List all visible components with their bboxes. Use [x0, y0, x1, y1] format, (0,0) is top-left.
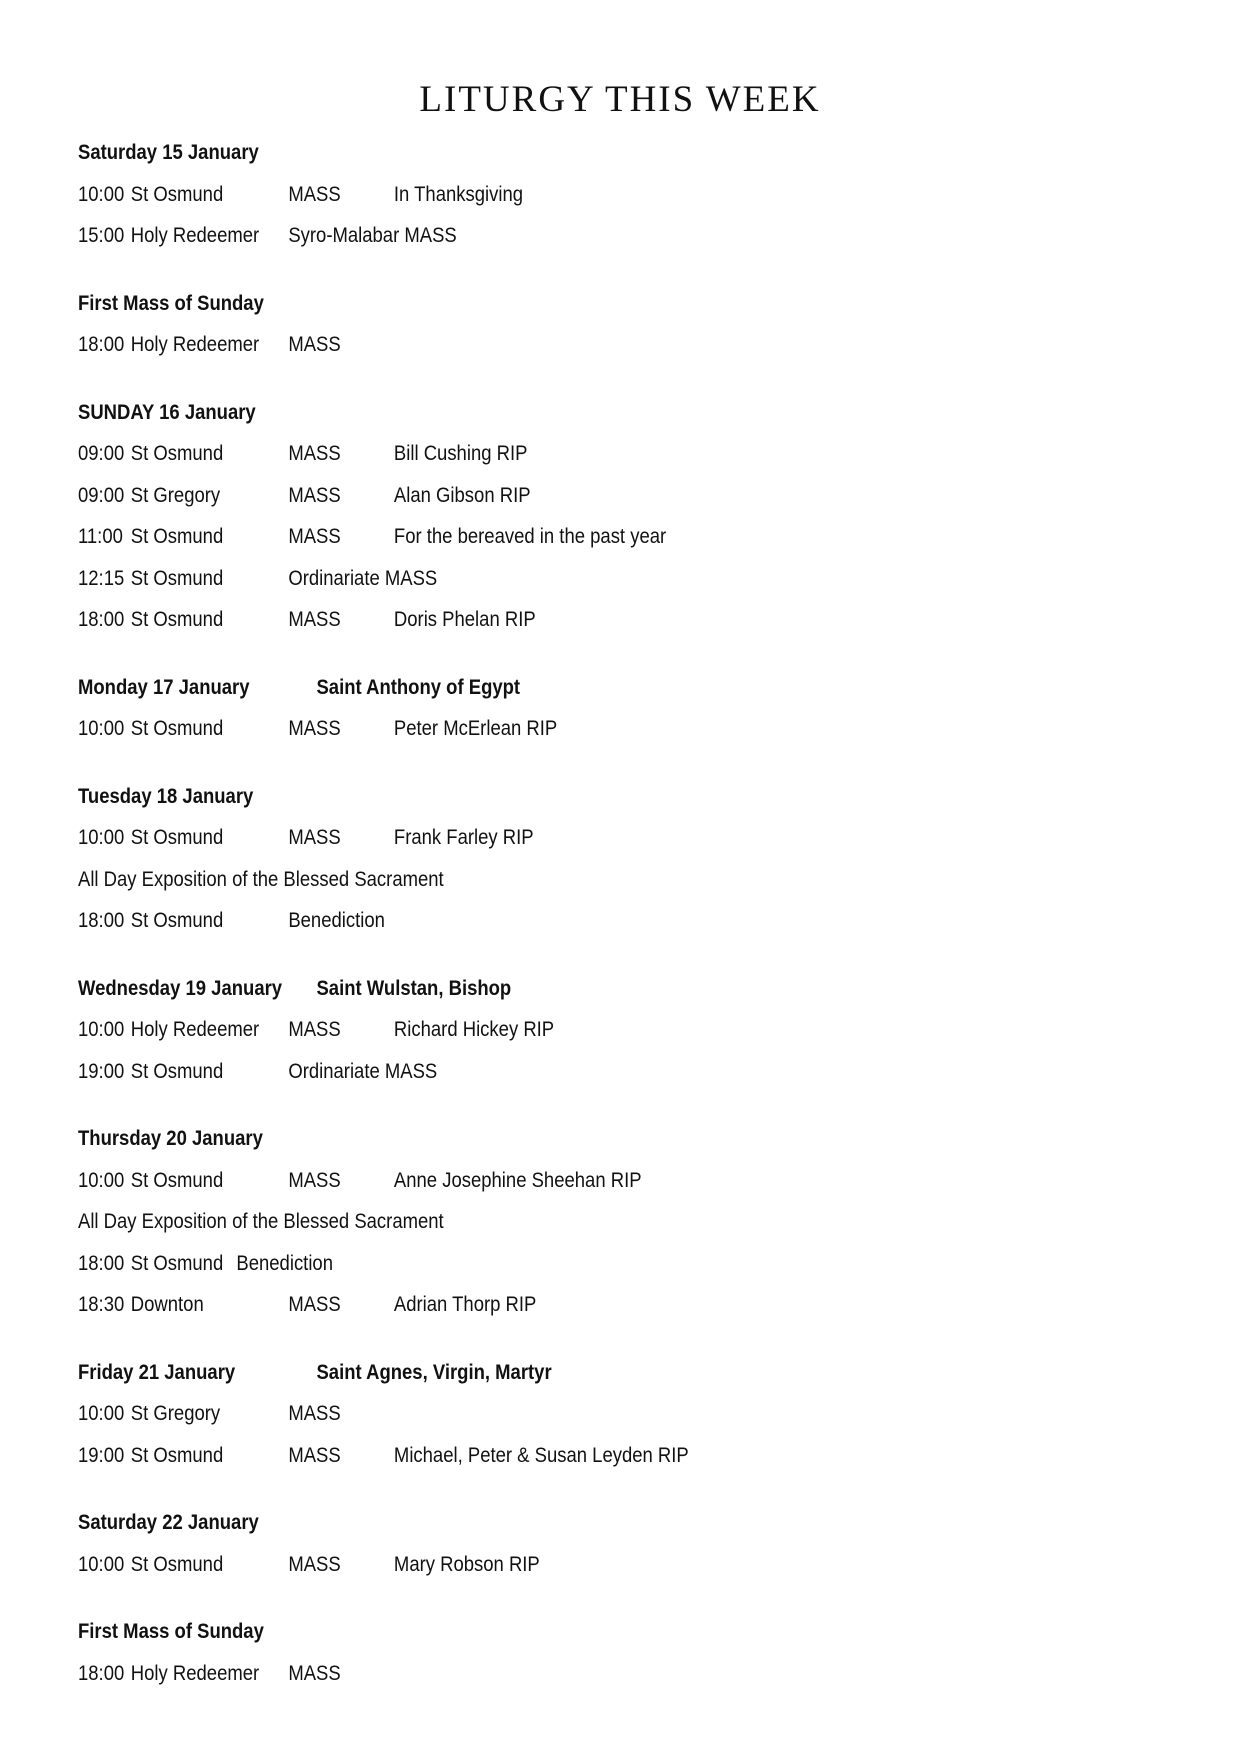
service-type: MASS: [288, 483, 341, 507]
service-row: [78, 1249, 1134, 1291]
day-heading-row: [78, 1617, 1134, 1659]
day-heading-row: [78, 289, 1134, 331]
service-type: MASS: [288, 826, 341, 849]
day-section: [78, 974, 1178, 1099]
service-type: MASS: [288, 1168, 341, 1192]
day-section: [78, 1617, 1178, 1700]
day-heading-row: [78, 1508, 1134, 1550]
service-place: St Osmund: [130, 442, 224, 465]
service-row: [78, 1166, 1134, 1208]
note-text: All Day Exposition of the Blessed Sacrament: [78, 867, 444, 891]
service-place: St Osmund: [130, 1443, 224, 1467]
service-time: 10:00: [78, 1552, 125, 1576]
service-place: Downton: [130, 1293, 204, 1316]
service-time: 09:00: [78, 483, 125, 507]
mass-intention: Doris Phelan RIP: [393, 608, 536, 631]
service-type: MASS: [288, 1661, 341, 1685]
service-row: [78, 1399, 1134, 1441]
day-heading-row: [78, 398, 1134, 440]
service-place: St Osmund: [130, 182, 224, 206]
day-heading-row: [78, 1124, 1134, 1166]
service-type: Syro-Malabar MASS: [288, 224, 457, 247]
mass-intention: Adrian Thorp RIP: [393, 1293, 537, 1316]
mass-intention: Peter McErlean RIP: [393, 717, 558, 740]
service-row: [78, 522, 1134, 564]
service-place: St Osmund: [130, 826, 224, 849]
service-row: [78, 180, 1134, 222]
service-time: 10:00: [78, 1168, 125, 1192]
mass-intention: Michael, Peter & Susan Leyden RIP: [393, 1443, 689, 1467]
service-place: St Osmund: [130, 1168, 224, 1192]
day-section: [78, 138, 1178, 263]
feast-name: Saint Anthony of Egypt: [316, 675, 521, 699]
mass-intention: Bill Cushing RIP: [393, 442, 528, 465]
service-place: St Osmund: [130, 1251, 224, 1275]
service-row: [78, 481, 1134, 523]
service-time: 10:00: [78, 717, 125, 740]
service-row: [78, 330, 1134, 372]
service-row: [78, 605, 1134, 647]
service-time: 15:00: [78, 224, 125, 247]
mass-intention: Alan Gibson RIP: [393, 483, 531, 507]
service-place: St Osmund: [130, 909, 224, 932]
service-time: 10:00: [78, 1402, 125, 1425]
service-time: 18:00: [78, 1251, 125, 1275]
service-row: [78, 1015, 1134, 1057]
service-row: [78, 1441, 1134, 1483]
service-place: St Osmund: [130, 717, 224, 740]
day-heading: Wednesday 19 January: [78, 976, 283, 1000]
service-type: MASS: [288, 717, 341, 740]
service-time: 19:00: [78, 1059, 125, 1083]
day-heading-row: [78, 782, 1134, 824]
service-time: 11:00: [78, 525, 123, 548]
day-heading: First Mass of Sunday: [78, 291, 264, 315]
day-heading-row: [78, 138, 1134, 180]
service-time: 12:15: [78, 566, 125, 590]
day-heading: Thursday 20 January: [78, 1127, 263, 1150]
day-heading: First Mass of Sunday: [78, 1620, 264, 1643]
service-type: MASS: [288, 1552, 341, 1576]
service-place: St Gregory: [130, 1402, 221, 1425]
service-type: Ordinariate MASS: [288, 566, 438, 590]
service-time: 10:00: [78, 826, 125, 849]
service-type: Benediction: [288, 909, 385, 932]
day-section: [78, 782, 1178, 948]
day-section: [78, 289, 1178, 372]
service-type: MASS: [288, 442, 341, 465]
day-heading: Tuesday 18 January: [78, 784, 254, 808]
service-place: Holy Redeemer: [130, 1018, 260, 1041]
day-section: [78, 1508, 1178, 1591]
mass-intention: Mary Robson RIP: [393, 1552, 540, 1576]
day-section: [78, 1124, 1178, 1332]
service-time: 18:00: [78, 909, 125, 932]
service-type: MASS: [288, 1018, 341, 1041]
service-place: St Osmund: [130, 1059, 224, 1083]
service-time: 18:00: [78, 608, 125, 631]
service-type: MASS: [288, 182, 341, 206]
mass-intention: Richard Hickey RIP: [393, 1018, 555, 1041]
feast-name: Saint Agnes, Virgin, Martyr: [316, 1360, 552, 1384]
service-time: 10:00: [78, 182, 125, 206]
feast-name: Saint Wulstan, Bishop: [316, 976, 512, 1000]
service-type: MASS: [288, 1293, 341, 1316]
day-heading: Saturday 15 January: [78, 141, 259, 164]
service-place: St Osmund: [130, 525, 224, 548]
service-type: Benediction: [236, 1251, 333, 1275]
service-time: 10:00: [78, 1018, 125, 1041]
service-type: MASS: [288, 1402, 341, 1425]
day-heading-row: [78, 673, 1134, 715]
service-type: MASS: [288, 333, 341, 356]
service-time: 18:00: [78, 1661, 125, 1685]
mass-intention: Frank Farley RIP: [393, 826, 534, 849]
service-row: [78, 1659, 1134, 1701]
liturgy-schedule: [78, 138, 1178, 1726]
service-type: MASS: [288, 608, 341, 631]
day-section: [78, 673, 1178, 756]
service-type: Ordinariate MASS: [288, 1059, 438, 1083]
service-type: MASS: [288, 525, 341, 548]
service-place: Holy Redeemer: [130, 224, 260, 247]
service-row: [78, 1550, 1134, 1592]
service-time: 18:00: [78, 333, 125, 356]
mass-intention: Anne Josephine Sheehan RIP: [393, 1168, 642, 1192]
service-row: [78, 823, 1134, 865]
day-heading-row: [78, 1358, 1134, 1400]
service-time: 09:00: [78, 442, 125, 465]
service-type: MASS: [288, 1443, 341, 1467]
note-row: [78, 1207, 1134, 1249]
day-section: [78, 398, 1178, 647]
note-row: [78, 865, 1134, 907]
service-place: St Osmund: [130, 608, 224, 631]
service-row: [78, 1290, 1134, 1332]
service-row: [78, 714, 1134, 756]
service-place: St Osmund: [130, 566, 224, 590]
day-heading: SUNDAY 16 January: [78, 400, 256, 424]
service-place: Holy Redeemer: [130, 333, 260, 356]
service-place: St Gregory: [130, 483, 221, 507]
day-heading: Friday 21 January: [78, 1360, 236, 1384]
page-title: LITURGY THIS WEEK: [419, 79, 821, 120]
mass-intention: In Thanksgiving: [393, 182, 524, 206]
day-heading-row: [78, 974, 1134, 1016]
service-row: [78, 439, 1134, 481]
service-row: [78, 1057, 1134, 1099]
service-place: Holy Redeemer: [130, 1661, 260, 1685]
day-heading: Monday 17 January: [78, 675, 250, 699]
mass-intention: For the bereaved in the past year: [393, 525, 667, 548]
service-row: [78, 906, 1134, 948]
service-time: 18:30: [78, 1293, 125, 1316]
day-heading: Saturday 22 January: [78, 1511, 259, 1534]
service-row: [78, 564, 1134, 606]
note-text: All Day Exposition of the Blessed Sacrament: [78, 1210, 444, 1233]
service-place: St Osmund: [130, 1552, 224, 1576]
service-row: [78, 221, 1134, 263]
service-time: 19:00: [78, 1443, 125, 1467]
day-section: [78, 1358, 1178, 1483]
